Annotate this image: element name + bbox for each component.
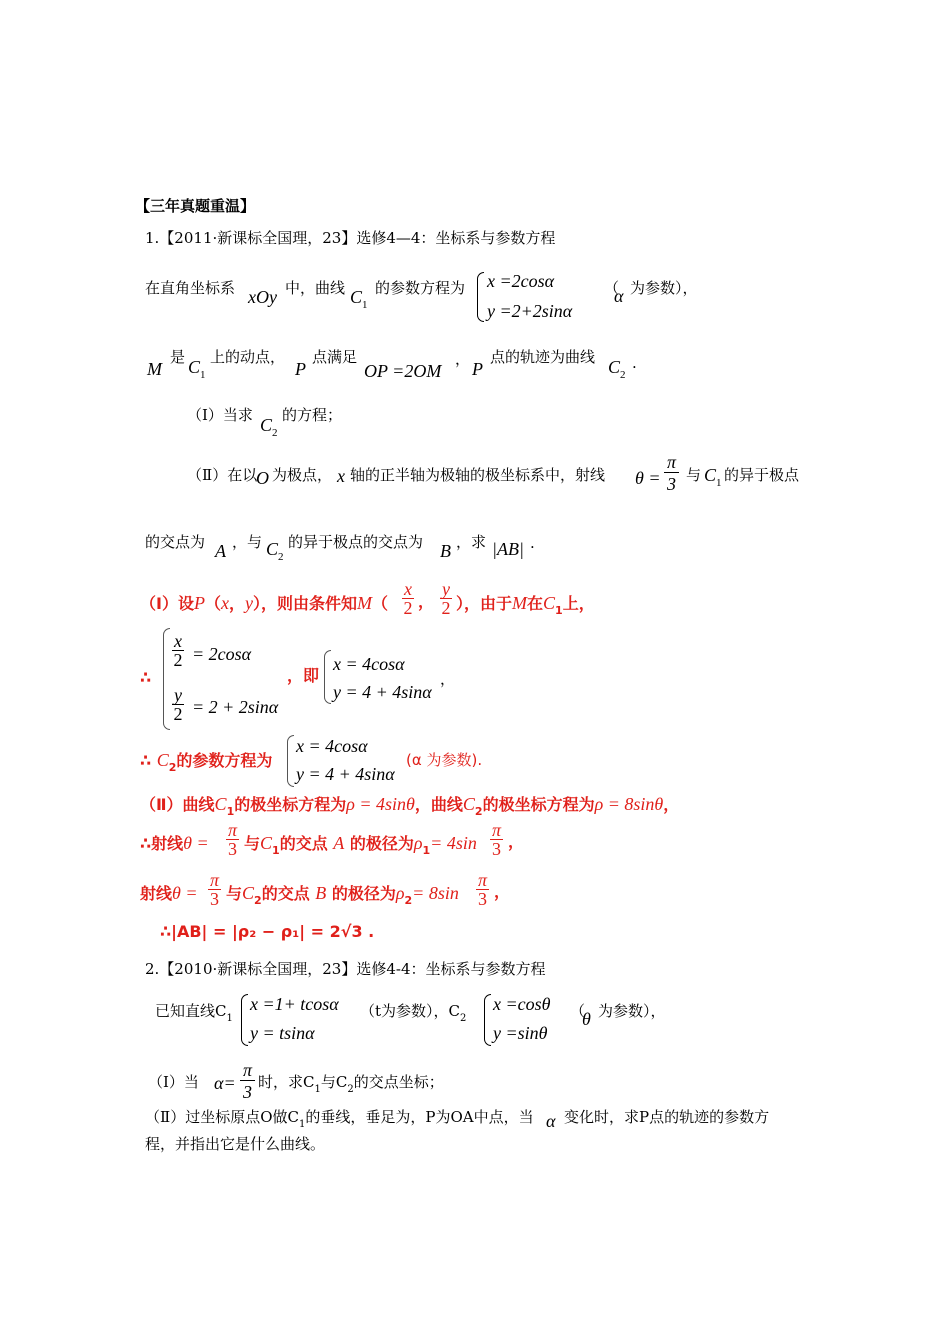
sol-sys2-brace [324, 650, 331, 704]
p1-satisfies: 点满足 [312, 348, 358, 366]
p1-shi: 是 [170, 348, 186, 366]
p1-intro: 在直角坐标系 [145, 279, 236, 297]
p2-q1-alpha: α= [214, 1073, 236, 1093]
sol-sys2-r2: y = 4 + 4sinα [333, 682, 432, 702]
p2-q2-line1: （Ⅱ）过坐标原点O做$C_1$的垂线，垂足为，P为OA中点，当 [145, 1108, 534, 1130]
sol-sys3-r2: y = 4 + 4sinα [296, 764, 395, 784]
p1-q2-d: 与 [686, 466, 702, 484]
p2-known: 已知直线$C_1$ [155, 1002, 233, 1024]
p1-period: . [632, 354, 637, 372]
p2-l2: y = tsinα [250, 1023, 315, 1043]
sol-final: ∴|AB| = |ρ₂ − ρ₁| = 2√3 . [160, 922, 375, 941]
p1-c2: $C_2$ [608, 357, 626, 381]
sol-ray2-frac: π 3 [210, 870, 220, 909]
p2-l1: x =1+ tcosα [250, 994, 339, 1014]
p1-q2-h: 的异于极点的交点为 [288, 533, 424, 551]
sol-sys1-brace [163, 628, 170, 730]
sol-ray1-comma: ， [508, 832, 525, 851]
sol-ray1-frac2: π 3 [492, 820, 502, 859]
sol-sys3-r1: x = 4cosα [296, 736, 368, 756]
p1-alpha-close: 为参数）， [630, 279, 698, 297]
p2-circle-brace [484, 994, 491, 1046]
p1-P2: P [472, 359, 483, 379]
p1-q2-x: x [337, 466, 345, 486]
p1-xoy: xOy [248, 287, 277, 307]
section-title: 【三年真题重温】 [135, 197, 256, 215]
p1-q2-O: O [256, 468, 269, 488]
p2-line-brace [241, 994, 248, 1046]
p1-M: M [147, 359, 162, 379]
p1-q2-f: 的交点为 [145, 533, 206, 551]
sol-ray1-a: ∴射线θ = [140, 833, 209, 853]
sol-line1: （Ⅰ）设P（x，y），则由条件知M（ [140, 593, 389, 613]
p2-q2-line2: 程，并指出它是什么曲线。 [145, 1135, 326, 1153]
sol-line1-tail: ），由于M在$C_1$上， [456, 593, 595, 617]
sol-ji: ，即 [287, 666, 320, 685]
p2-theta: θ [582, 1009, 591, 1029]
sol-sys2-r1: x = 4cosα [333, 654, 405, 674]
p1-q2-B: B [440, 541, 451, 561]
p1-q2-i: ，求 [456, 533, 487, 551]
sol-sys3-brace [287, 735, 294, 787]
sol-sys1-frac-x: x 2 [173, 631, 183, 670]
p1-eq1: x =2cosα [487, 271, 555, 291]
sol-ray2-b: 与$C_2$的交点 B 的极径为$\rho_2= 8\sin$ [226, 883, 459, 907]
p2-c2-2: y =sinθ [493, 1023, 548, 1043]
p1-q2-absab: |AB| [492, 539, 524, 559]
p2-theta-close: 为参数）， [598, 1002, 666, 1020]
sol-part2-line: （Ⅱ）曲线$C_1$的极坐标方程为ρ = 4sinθ，曲线$C_2$的极坐标方程为ρ = 8sinθ， [140, 794, 680, 818]
p1-q2-c1: $C_1$ [704, 465, 722, 489]
sol-therefore-1: ∴ [140, 668, 152, 687]
p1-q2-frac: π 3 [664, 453, 679, 493]
p1-c1: $C_1$ [350, 287, 368, 311]
p2-q2-alpha: α [546, 1111, 556, 1131]
p2-q2-line1c: 变化时，求P点的轨迹的参数方 [564, 1108, 770, 1126]
p1-system-brace [477, 272, 484, 322]
p1-moving: 上的动点， [210, 348, 286, 366]
p1-q1-c2: $C_2$ [260, 415, 278, 439]
sol-sys1-frac-y: y 2 [173, 685, 183, 724]
sol-ray2-a: 射线θ = [140, 883, 198, 903]
sol-frac-x: x 2 [403, 579, 413, 618]
sol-ray2-frac2: π 3 [478, 870, 488, 909]
p1-alpha: α [614, 286, 624, 306]
p1-q1-b: 的方程； [282, 406, 343, 424]
p1-comma: ， [455, 350, 471, 368]
p1-q2-theta: θ = [635, 468, 661, 488]
sol-sys2-comma: ， [440, 670, 456, 688]
p1-q2-g: ，与 [232, 533, 263, 551]
p2-c2-1: x =cosθ [493, 994, 551, 1014]
problem-1-header: 1.【2011·新课标全国理，23】选修4—4：坐标系与参数方程 [145, 229, 556, 247]
sol-frac-y: y 2 [441, 579, 451, 618]
p1-eq2: y =2+2sinα [487, 301, 573, 321]
p1-param-label: 的参数方程为 [375, 279, 466, 297]
p1-q2-a: （Ⅱ）在以 [187, 466, 258, 484]
p1-q1-a: （Ⅰ）当求 [187, 406, 253, 424]
p1-q2-c2: $C_2$ [266, 539, 284, 563]
p1-zhong: 中，曲线 [285, 279, 346, 297]
sol-sys1-r1: = 2cosα [192, 644, 252, 664]
p1-c1-b: $C_1$ [188, 357, 206, 381]
p1-traj: 点的轨迹为曲线 [490, 348, 596, 366]
p1-alpha-open: （ [604, 279, 620, 297]
p2-q1-frac: π 3 [240, 1061, 255, 1101]
p1-q2-end: . [530, 534, 535, 552]
sol-sys3-note: (α 为参数). [406, 751, 483, 769]
p1-q2-A: A [215, 541, 226, 561]
p1-q2-b: 为极点， [272, 466, 333, 484]
problem-2-header: 2.【2010·新课标全国理，23】选修4-4：坐标系与参数方程 [145, 960, 546, 978]
sol-ray2-comma: ， [494, 882, 511, 901]
p1-q2-e: 的异于极点 [724, 466, 800, 484]
sol-comma1: ， [418, 592, 435, 611]
p1-op-eq: OP =2OM [364, 361, 442, 381]
p2-q1-a: （Ⅰ）当 [148, 1073, 199, 1091]
sol-c2-param: ∴ $C_2$的参数方程为 [140, 750, 273, 774]
sol-sys1-r2: = 2 + 2sinα [192, 697, 279, 717]
p2-t-note: （t为参数），$C_2$ [360, 1002, 467, 1024]
p2-theta-open: （ [570, 1002, 586, 1020]
p2-q1-b: 时，求$C_1$与$C_2$的交点坐标； [258, 1073, 444, 1095]
sol-ray1-frac: π 3 [228, 820, 238, 859]
p1-P: P [295, 359, 306, 379]
p1-q2-c: 轴的正半轴为极轴的极坐标系中，射线 [350, 466, 606, 484]
sol-ray1-b: 与$C_1$的交点 A 的极径为$\rho_1= 4\sin$ [244, 833, 477, 857]
